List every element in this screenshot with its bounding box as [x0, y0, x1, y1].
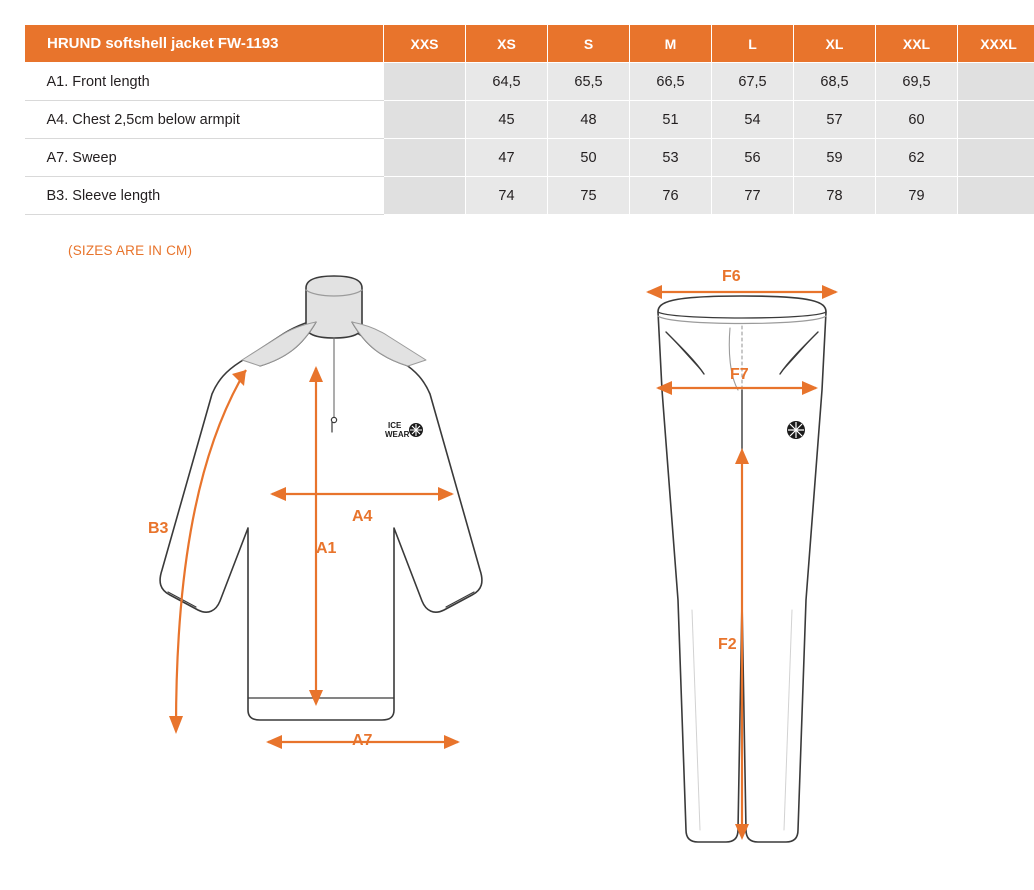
units-note: (SIZES ARE IN CM) — [68, 243, 193, 258]
column-header-xxxl: XXXL — [958, 25, 1034, 63]
cell-a7-l: 56 — [712, 139, 794, 177]
cell-a4-m: 51 — [630, 101, 712, 139]
measure-label-a7: A7 — [352, 732, 373, 749]
column-header-m: M — [630, 25, 712, 63]
column-header-xs: XS — [466, 25, 548, 63]
size-table-header — [25, 25, 1034, 63]
cell-a7-s: 50 — [548, 139, 630, 177]
pants-figure — [600, 270, 920, 875]
cell-a1-m: 66,5 — [630, 63, 712, 101]
jacket-figure — [120, 270, 520, 795]
cell-a1-s: 65,5 — [548, 63, 630, 101]
brand-snowflake-icon — [787, 421, 805, 439]
cell-a4-xxs — [384, 101, 466, 139]
cell-a4-xxl: 60 — [876, 101, 958, 139]
cell-b3-m: 76 — [630, 177, 712, 215]
table-row — [25, 63, 1034, 101]
measure-label-b3: B3 — [148, 520, 169, 537]
cell-a1-xl: 68,5 — [794, 63, 876, 101]
row-label-a4: A4. Chest 2,5cm below armpit — [25, 101, 384, 139]
svg-text:ICE: ICE — [388, 421, 402, 430]
cell-a1-xxs — [384, 63, 466, 101]
pants-svg — [600, 270, 920, 870]
cell-a4-s: 48 — [548, 101, 630, 139]
cell-b3-xl: 78 — [794, 177, 876, 215]
cell-b3-xxxl — [958, 177, 1034, 215]
table-row — [25, 177, 1034, 215]
size-table-body — [25, 63, 1034, 215]
cell-a4-xxxl — [958, 101, 1034, 139]
table-header-row — [25, 25, 1034, 63]
cell-a4-l: 54 — [712, 101, 794, 139]
column-header-xxl: XXL — [876, 25, 958, 63]
cell-a1-xs: 64,5 — [466, 63, 548, 101]
column-header-xxs: XXS — [384, 25, 466, 63]
measure-label-a1: A1 — [316, 540, 337, 557]
column-header-s: S — [548, 25, 630, 63]
cell-a7-m: 53 — [630, 139, 712, 177]
measure-label-a4: A4 — [352, 508, 373, 525]
table-row — [25, 101, 1034, 139]
column-header-xl: XL — [794, 25, 876, 63]
cell-a4-xs: 45 — [466, 101, 548, 139]
cell-a4-xl: 57 — [794, 101, 876, 139]
measure-label-f2: F2 — [718, 636, 737, 653]
row-label-a7: A7. Sweep — [25, 139, 384, 177]
cell-b3-s: 75 — [548, 177, 630, 215]
size-table — [24, 24, 1034, 215]
cell-a7-xxxl — [958, 139, 1034, 177]
cell-b3-xxs — [384, 177, 466, 215]
cell-a7-xxl: 62 — [876, 139, 958, 177]
cell-a7-xs: 47 — [466, 139, 548, 177]
cell-a7-xxs — [384, 139, 466, 177]
measure-label-f7: F7 — [730, 366, 749, 383]
cell-a1-l: 67,5 — [712, 63, 794, 101]
size-table-container — [24, 24, 1017, 215]
cell-a7-xl: 59 — [794, 139, 876, 177]
cell-b3-l: 77 — [712, 177, 794, 215]
jacket-svg — [120, 270, 520, 790]
table-row — [25, 139, 1034, 177]
cell-b3-xxl: 79 — [876, 177, 958, 215]
cell-a1-xxxl — [958, 63, 1034, 101]
illustrations — [0, 270, 1034, 890]
measure-label-f6: F6 — [722, 268, 741, 285]
product-title-cell: HRUND softshell jacket FW-1193 — [25, 25, 384, 63]
cell-a1-xxl: 69,5 — [876, 63, 958, 101]
row-label-a1: A1. Front length — [25, 63, 384, 101]
row-label-b3: B3. Sleeve length — [25, 177, 384, 215]
column-header-l: L — [712, 25, 794, 63]
svg-text:WEAR: WEAR — [385, 430, 410, 439]
cell-b3-xs: 74 — [466, 177, 548, 215]
